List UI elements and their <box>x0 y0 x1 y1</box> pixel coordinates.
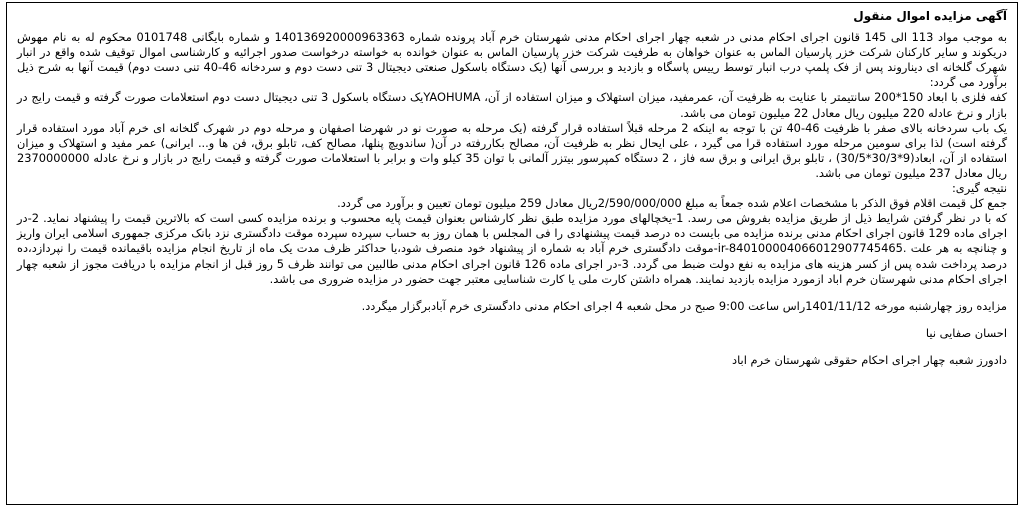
total-price-paragraph: جمع کل قیمت اقلام فوق الذکر با مشخصات اعلام شده جمعاً به مبلغ 2/590/000/000ریال معادل 259 میلیون تومان تعیین و برآورد می گردد. <box>337 196 1007 211</box>
conclusion-heading: نتیجه گیری: <box>951 181 1007 196</box>
auction-schedule: مزایده روز چهارشنبه مورخه 1401/11/12راس ساعت 9:00 صبح در محل شعبه 4 اجرای احکام مدنی دادگستری خرم آبادبرگزار میگردد. <box>361 298 1007 313</box>
signer-name: احسان صفایی نیا <box>925 325 1007 340</box>
intro-paragraph: به موجب مواد 113 الی 145 قانون اجرای احکام مدنی در شعبه چهار اجرای احکام مدنی شهرستان خرم آباد پرونده شماره 140136920000963363 و شماره بایگانی 0101748 محکوم له به نام مهوش دریکوند و سایر کارکنان شرکت خزر پارسیان الماس به عنوان خواهان به طرفیت شرکت خزر پارسیان الماس به عنوان خوانده به خواسته درخواست صدور اجرائیه و کارشناسی اموال توقیف شده واقع در انبار شهرک گلخانه ای دیناروند پس از فک پلمپ درب انبار توسط رییس پاسگاه و بازدید و بررسی آنها (یک دستگاه باسکول صنعتی دیجیتال 3 تنی دست دوم و سردخانه 46-40 تنی دست دوم) قیمت آنها به شرح ذیل برآورد می گردد: <box>17 30 1007 90</box>
signer-title: دادورز شعبه چهار اجرای احکام حقوقی شهرستان خرم اباد <box>732 352 1007 367</box>
notice-title: آگهی مزایده اموال منقول <box>853 9 1007 23</box>
spacer <box>17 314 1007 326</box>
cold-storage-paragraph: یک باب سردخانه بالای صفر با ظرفیت 46-40 تن با توجه به اینکه 2 مرحله قبلاً استفاده قرار گرفته (یک مرحله به صورت نو در شهرضا اصفهان و مرحله دوم در شهرک گلخانه ای خرم آباد مورد استفاده قرار گرفته است) لذا برای سومین مرحله مورد استفاده قرا می گیرد ، علی ایحال نظر به ظرفیت آن، مصالح بکاررفته در آن( ساندویچ پنلها، مصالح کف، تابلو برق، فن ها و... ایرانی) عمر مفید و استهلاک و میزان استفاده از آن، ابعاد(9*30/3*30/5) ، تابلو برق ایرانی و برق سه فاز ، 2 دستگاه کمپرسور بیتزر آلمانی با توان 35 کیلو وات و برابر با استعلامات صورت گرفته و قیمت رایج در بازار و نرخ عادله 2370000000 ریال معادل 237 میلیون تومان می باشد. <box>17 120 1007 180</box>
spacer <box>17 341 1007 353</box>
scale-paragraph: کفه فلزی با ابعاد 150*200 سانتیمتر با عنایت به ظرفیت آن، عمرمفید، میزان استهلاک و میزان استفاده از آن، YAOHUMAیک دستگاه باسکول 3 تنی دیجیتال دست دوم استعلامات صورت گرفته و قیمت رایج در بازار و نرخ عادله 220 میلیون ریال معادل 22 میلیون تومان می باشد. <box>17 90 1007 120</box>
auction-notice <box>6 2 1018 505</box>
spacer <box>17 287 1007 299</box>
conditions-paragraph: که با در نظر گرفتن شرایط ذیل از طریق مزایده بفروش می رسد. 1-یخچالهای مورد مزایده طبق نظر کارشناس بعنوان قیمت پایه محسوب و برنده مزایده کسی است که بالاترین قیمت را پیشنهاد نماید. 2-در اجرای ماده 129 قانون اجرای احکام مدنی برنده مزایده می بایست ده درصد قیمت پیشنهادی را فی المجلس با همان روز به حساب سپرده سپرده موقت دادگستری نزد بانک مرکزی جمهوری اسلامی ایران واریز و چنانچه به هر علت .ir-840100004066012907745465-موقت دادگستری خرم آباد به شماره از پیشنهاد خود منصرف شود،یا حداکثر ظرف مدت یک ماه از تاریخ انجام مزایده باقیمانده قیمت را نپردازد،ده درصد پرداخت شده پس از کسر هزینه های مزایده به نفع دولت ضبط می گردد. 3-در اجرای ماده 126 قانون اجرای احکام مدنی طالبین می توانند ظرف 5 روز قبل از انجام مزایده با دریافت مجوز از شعبه چهار اجرای احکام مدنی شهرستان خرم اباد ازمورد مزایده بازدید نمایند. همراه داشتن کارت ملی یا کارت شناسایی معتبر جهت حضور در مزایده ضروری می باشد. <box>17 211 1008 286</box>
